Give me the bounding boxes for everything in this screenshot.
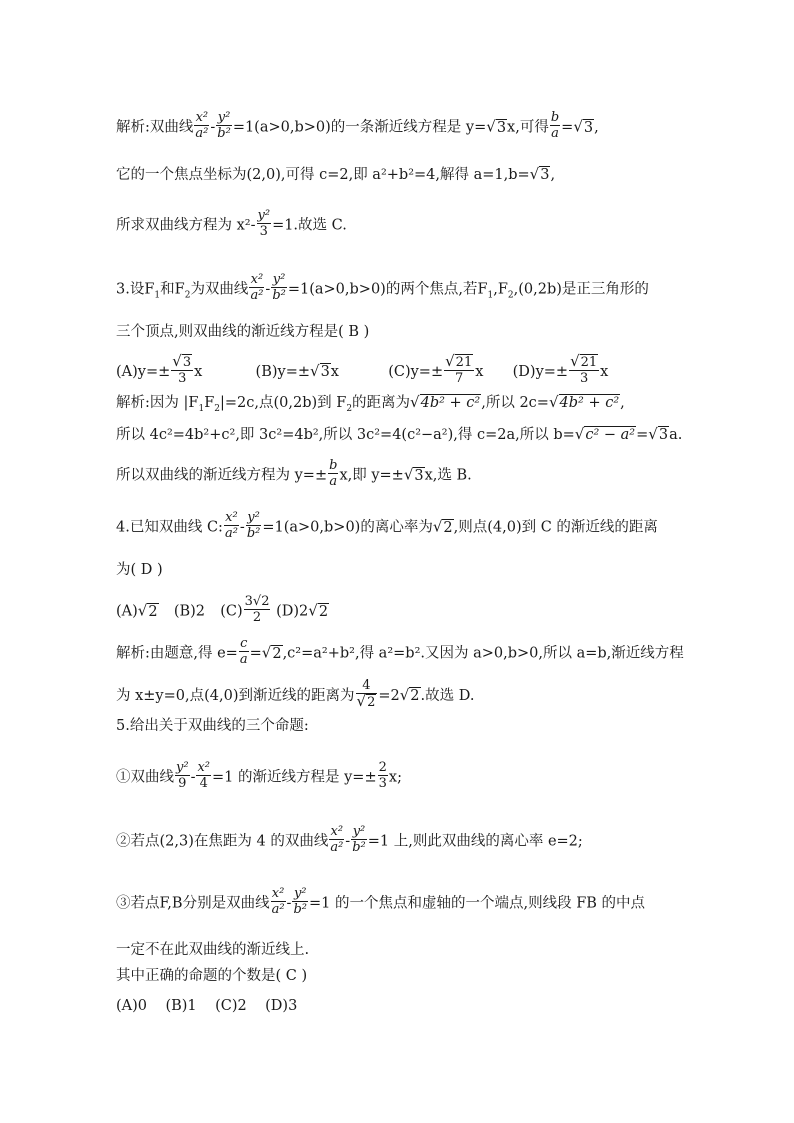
numerator: y² [352, 824, 366, 839]
text: =1(a>0,b>0)的离心率为 [262, 519, 433, 536]
q5-proposition-1 [116, 762, 402, 793]
text: ,F [493, 281, 508, 298]
text: x,即 y=± [339, 467, 404, 484]
denominator: b² [293, 902, 307, 917]
denominator: a [329, 474, 338, 489]
numerator: x² [330, 824, 344, 839]
q3-stem-line-2 [116, 322, 369, 342]
radicand: 2 [318, 603, 329, 620]
subscript: 1 [154, 290, 161, 301]
text: , [620, 395, 625, 411]
numerator: y² [217, 110, 231, 125]
denominator: 3 [378, 776, 387, 791]
denominator: b² [246, 526, 261, 541]
text: 其中正确的命题的个数是( C ) [116, 968, 308, 984]
numerator: y² [293, 886, 307, 901]
denominator: a² [271, 902, 285, 917]
radicand: 2 [410, 688, 420, 704]
numerator: b [329, 458, 338, 473]
subscript: 2 [184, 290, 191, 301]
sqrt-sign: √ [172, 352, 182, 370]
fraction [216, 110, 232, 141]
q5-proposition-3-cont [116, 940, 309, 960]
numerator: y² [272, 272, 286, 287]
subscript: 1 [487, 290, 494, 301]
q5-options [116, 996, 297, 1016]
q3-solution-line-3 [116, 460, 472, 491]
fraction [444, 354, 474, 386]
fraction [257, 208, 272, 239]
radicand: c² − a² [585, 427, 636, 443]
text: ,则点(4,0)到 C 的渐近线的距离 [453, 519, 658, 536]
q3-options [116, 352, 609, 388]
denominator: 3 [259, 224, 268, 239]
subscript: 1 [198, 403, 205, 414]
option-a: (A)y=± [116, 364, 171, 380]
q3-stem-line-1 [116, 274, 649, 305]
fraction [239, 636, 249, 667]
text: =1(a>0,b>0)的一条渐近线方程是 y= [232, 119, 487, 136]
denominator: a² [250, 288, 264, 303]
text: x [330, 364, 339, 380]
text: = [636, 427, 649, 443]
numerator: 4 [356, 678, 378, 694]
numerator [569, 354, 599, 371]
fraction [356, 678, 378, 710]
text: 5.给出关于双曲线的三个命题: [116, 718, 309, 734]
fraction [378, 760, 388, 791]
option-c: (C)y=± [388, 364, 444, 380]
text: - [265, 281, 271, 298]
fraction [550, 110, 560, 141]
sqrt-sign: √ [548, 393, 559, 411]
radicand: 2 [272, 645, 282, 662]
numerator: y² [176, 760, 189, 775]
fraction [271, 886, 286, 917]
option-c: (C) [220, 603, 243, 620]
subscript: 2 [214, 403, 220, 414]
text: 和F [160, 281, 185, 298]
fraction [292, 886, 308, 917]
fraction [329, 824, 344, 855]
text: ,(0,2b)是正三角形的 [513, 281, 649, 298]
numerator: x² [225, 510, 238, 525]
text: 所以 4c²=4b²+c²,即 3c²=4b²,所以 3c²=4(c²−a²),得 c=2a,所以 b= [116, 427, 575, 443]
text: ①双曲线 [116, 769, 174, 786]
denominator: 4 [199, 776, 208, 791]
text: a. [669, 427, 683, 443]
numerator: 3√2 [244, 594, 270, 609]
radicand: 3 [658, 427, 669, 443]
numerator: b [550, 110, 560, 125]
radicand: 4b² + c² [559, 395, 620, 411]
text: x [475, 364, 484, 380]
text: 它的一个焦点坐标为(2,0),可得 c=2,即 a²+b²=4,解得 a=1,b= [116, 167, 530, 183]
text: =1(a>0,b>0)的两个焦点,若F [287, 281, 488, 298]
text: =1 的一个焦点和虚轴的一个端点,则线段 FB 的中点 [309, 895, 646, 912]
numerator: y² [247, 510, 260, 525]
denominator: a [551, 126, 559, 141]
sqrt-sign: √ [410, 393, 420, 411]
sqrt-sign: √ [356, 692, 367, 710]
numerator: x² [195, 110, 209, 125]
sqrt-sign: √ [486, 117, 496, 136]
analysis-line-1 [116, 112, 599, 143]
text: x; [388, 769, 402, 786]
analysis-line-3 [116, 210, 347, 241]
text: ,c²=a²+b²,得 a²=b².又因为 a>0,b>0,所以 a=b,渐近线方程 [282, 645, 684, 662]
numerator [444, 354, 474, 371]
q4-options [116, 596, 329, 627]
text: =1.故选 C. [272, 217, 347, 234]
numerator [171, 354, 193, 371]
text: 解析:由题意,得 e= [116, 645, 238, 662]
fraction [175, 760, 190, 791]
text: = [249, 645, 262, 662]
text: = [561, 119, 574, 136]
denominator: 9 [178, 776, 187, 791]
fraction [194, 110, 209, 141]
text: x,选 B. [424, 467, 472, 484]
fraction [196, 760, 211, 791]
q3-solution-line-2 [116, 424, 682, 445]
text: 为双曲线 [190, 281, 249, 298]
sqrt-sign: √ [445, 352, 455, 370]
fraction [271, 272, 287, 303]
fraction [244, 594, 271, 625]
denominator: a [239, 652, 248, 667]
sqrt-sign: √ [648, 425, 658, 443]
sqrt-sign: √ [529, 165, 540, 183]
text: - [345, 833, 351, 850]
fraction [328, 458, 338, 489]
fraction [224, 510, 239, 541]
denominator: 3 [178, 371, 187, 386]
text: 三个顶点,则双曲线的渐近线方程是( B ) [116, 324, 370, 340]
sqrt-sign: √ [308, 601, 318, 620]
sqrt-sign: √ [573, 117, 583, 136]
fraction [249, 272, 264, 303]
text: 解析:因为 |F [116, 395, 199, 411]
text: 所求双曲线方程为 x²- [116, 217, 256, 234]
numerator: x² [250, 272, 264, 287]
sqrt-sign: √ [137, 601, 148, 620]
text: 4.已知双曲线 C: [116, 519, 223, 536]
q5-proposition-3 [116, 888, 645, 919]
text: 所以双曲线的渐近线方程为 y=± [116, 467, 328, 484]
option-a: (A) [116, 603, 138, 620]
text: 的距离为 [352, 395, 411, 411]
numerator: x² [197, 760, 211, 775]
text: , [594, 119, 599, 136]
text: - [190, 769, 196, 786]
radicand: 3 [320, 364, 330, 380]
text: - [210, 119, 216, 136]
radicand: 2 [148, 603, 158, 620]
sqrt-sign: √ [432, 517, 443, 536]
radicand: 3 [414, 467, 424, 484]
radicand: 4b² + c² [420, 395, 481, 411]
sqrt-sign: √ [399, 686, 410, 704]
denominator [356, 694, 378, 710]
q4-stem-line-1 [116, 512, 658, 543]
denominator: 3 [579, 371, 589, 386]
option-d: (D)y=± [512, 364, 569, 380]
option-d: (D)2 [276, 603, 309, 620]
text: 为( D ) [116, 562, 163, 578]
denominator: 7 [455, 371, 464, 386]
text: - [239, 519, 245, 536]
radicand: 3 [583, 119, 594, 136]
text: ,所以 2c= [481, 395, 549, 411]
text: .故选 D. [420, 688, 475, 704]
radicand: 3 [540, 167, 550, 183]
text: |=2c,点(0,2b)到 F [219, 395, 347, 411]
subscript: 2 [507, 290, 514, 301]
numerator: 2 [378, 760, 387, 775]
sqrt-sign: √ [403, 465, 414, 484]
q5-stem [116, 716, 309, 736]
sqrt-sign: √ [570, 352, 580, 370]
denominator: b² [217, 126, 231, 141]
denominator: a² [224, 526, 238, 541]
text: x [600, 364, 609, 380]
sqrt-sign: √ [310, 362, 320, 380]
numerator: x² [271, 886, 285, 901]
text: 为 x±y=0,点(4,0)到渐近线的距离为 [116, 688, 355, 704]
fraction [171, 354, 193, 386]
denominator: a² [330, 840, 344, 855]
text: ③若点F,B分别是双曲线 [116, 895, 270, 912]
text: 一定不在此双曲线的渐近线上. [116, 942, 310, 958]
q5-proposition-2 [116, 826, 583, 857]
text: F [204, 395, 215, 411]
fraction [569, 354, 599, 386]
q3-solution-line-1 [116, 392, 625, 419]
denominator: a² [195, 126, 209, 141]
q4-solution-line-2 [116, 680, 474, 712]
fraction [351, 824, 367, 855]
q5-question [116, 966, 307, 986]
radicand: 2 [367, 695, 376, 710]
sqrt-sign: √ [261, 643, 272, 662]
denominator: b² [352, 840, 366, 855]
text: 3.设F [116, 281, 155, 298]
text: =1 的渐近线方程是 y=± [212, 769, 377, 786]
subscript: 2 [346, 403, 353, 414]
text: - [286, 895, 292, 912]
radicand: 2 [443, 519, 453, 536]
option-b: (B)y=± [255, 364, 310, 380]
text: x,可得 [507, 119, 549, 136]
text: =2 [378, 688, 400, 704]
numerator: y² [257, 208, 271, 223]
option-b: (B)2 [173, 603, 206, 620]
text: ②若点(2,3)在焦距为 4 的双曲线 [116, 833, 329, 850]
sqrt-sign: √ [574, 425, 585, 443]
radicand: 3 [496, 119, 507, 136]
q4-stem-line-2 [116, 560, 163, 580]
radicand: 21 [455, 355, 473, 370]
denominator: 2 [252, 610, 262, 625]
options-text: (A)0 (B)1 (C)2 (D)3 [116, 998, 298, 1014]
denominator: b² [272, 288, 286, 303]
fraction [246, 510, 262, 541]
text: x [194, 364, 203, 380]
analysis-line-2 [116, 164, 555, 185]
text: , [550, 167, 556, 183]
radicand: 21 [580, 355, 598, 370]
radicand: 3 [182, 355, 192, 370]
text: 解析:双曲线 [116, 119, 194, 136]
text: =1 上,则此双曲线的离心率 e=2; [367, 833, 583, 850]
q4-solution-line-1 [116, 638, 684, 669]
numerator: c [240, 636, 248, 651]
